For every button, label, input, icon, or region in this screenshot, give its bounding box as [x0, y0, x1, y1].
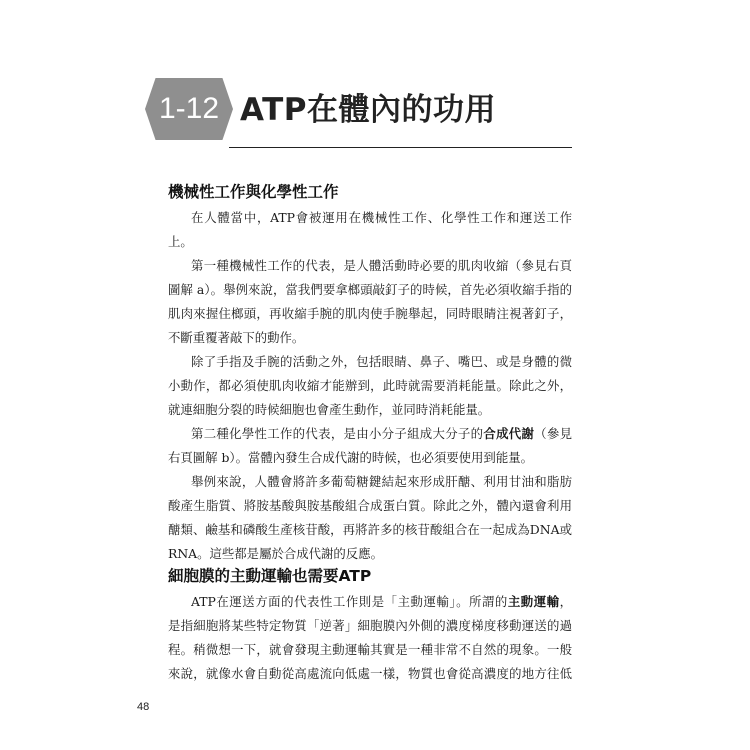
paragraph-line: 就連細胞分裂的時候細胞也會產生動作，並同時消耗能量。: [168, 402, 491, 417]
line-text: （參見: [534, 426, 572, 441]
paragraph-line: 除了手指及手腕的活動之外，包括眼睛、鼻子、嘴巴、或是身體的微: [191, 354, 572, 369]
paragraph-line: 右頁圖解 b）。當體內發生合成代謝的時候，也必須要使用到能量。: [168, 450, 533, 465]
chapter-title: ATP在體內的功用: [240, 92, 496, 128]
line-text: 第二種化學性工作的代表，是由小分子組成大分子的: [191, 426, 484, 441]
paragraph-line: 醣類、鹼基和磷酸生產核苷酸，再將許多的核苷酸組合在一起成為DNA或: [168, 522, 572, 537]
paragraph-line: [191, 590, 572, 614]
paragraph-line: 不斷重覆著敲下的動作。: [168, 330, 305, 345]
paragraph-line: 上。: [168, 234, 193, 249]
paragraph-line: 舉例來說，人體會將許多葡萄糖鍵結起來形成肝醣、利用甘油和脂肪: [191, 474, 572, 489]
paragraph-line: RNA。這些都是屬於合成代謝的反應。: [168, 546, 383, 561]
section-number: 1-12: [158, 92, 220, 125]
paragraph-line: [191, 422, 572, 446]
line-text: ATP在運送方面的代表性工作則是「主動運輸」。所謂的: [191, 594, 508, 609]
title-underline: [229, 147, 572, 148]
paragraph-line: 程。稍微想一下，就會發現主動運輸其實是一種非常不自然的現象。一般: [168, 642, 572, 657]
key-term-active-transport: 主動運輸: [507, 594, 560, 609]
section-heading-active-transport: 細胞膜的主動運輸也需要ATP: [168, 567, 372, 585]
paragraph-line: 酸產生脂質、將胺基酸與胺基酸組合成蛋白質。除此之外，體內還會利用: [168, 498, 572, 513]
paragraph-line: 小動作，都必須使肌肉收縮才能辦到，此時就需要消耗能量。除此之外，: [168, 378, 572, 393]
paragraph-line: 是指細胞將某些特定物質「逆著」細胞膜內外側的濃度梯度移動運送的過: [168, 618, 572, 633]
paragraph-line: 在人體當中，ATP會被運用在機械性工作、化學性工作和運送工作: [191, 210, 572, 225]
paragraph-line: 第一種機械性工作的代表，是人體活動時必要的肌肉收縮（參見右頁: [191, 258, 572, 273]
paragraph-line: 肌肉來握住榔頭，再收縮手腕的肌肉使手腕舉起，同時眼睛注視著釘子，: [168, 306, 572, 321]
key-term-anabolism: 合成代謝: [483, 426, 535, 441]
paragraph-line: 來說，就像水會自動從高處流向低處一樣，物質也會從高濃度的地方往低: [168, 666, 572, 681]
section-heading-mechanical-chemical: 機械性工作與化學性工作: [168, 183, 339, 201]
line-text: ，: [559, 594, 572, 609]
page-number: 48: [137, 701, 150, 713]
paragraph-line: 圖解 a）。舉例來說，當我們要拿榔頭敲釘子的時候，首先必須收縮手指的: [168, 282, 572, 297]
